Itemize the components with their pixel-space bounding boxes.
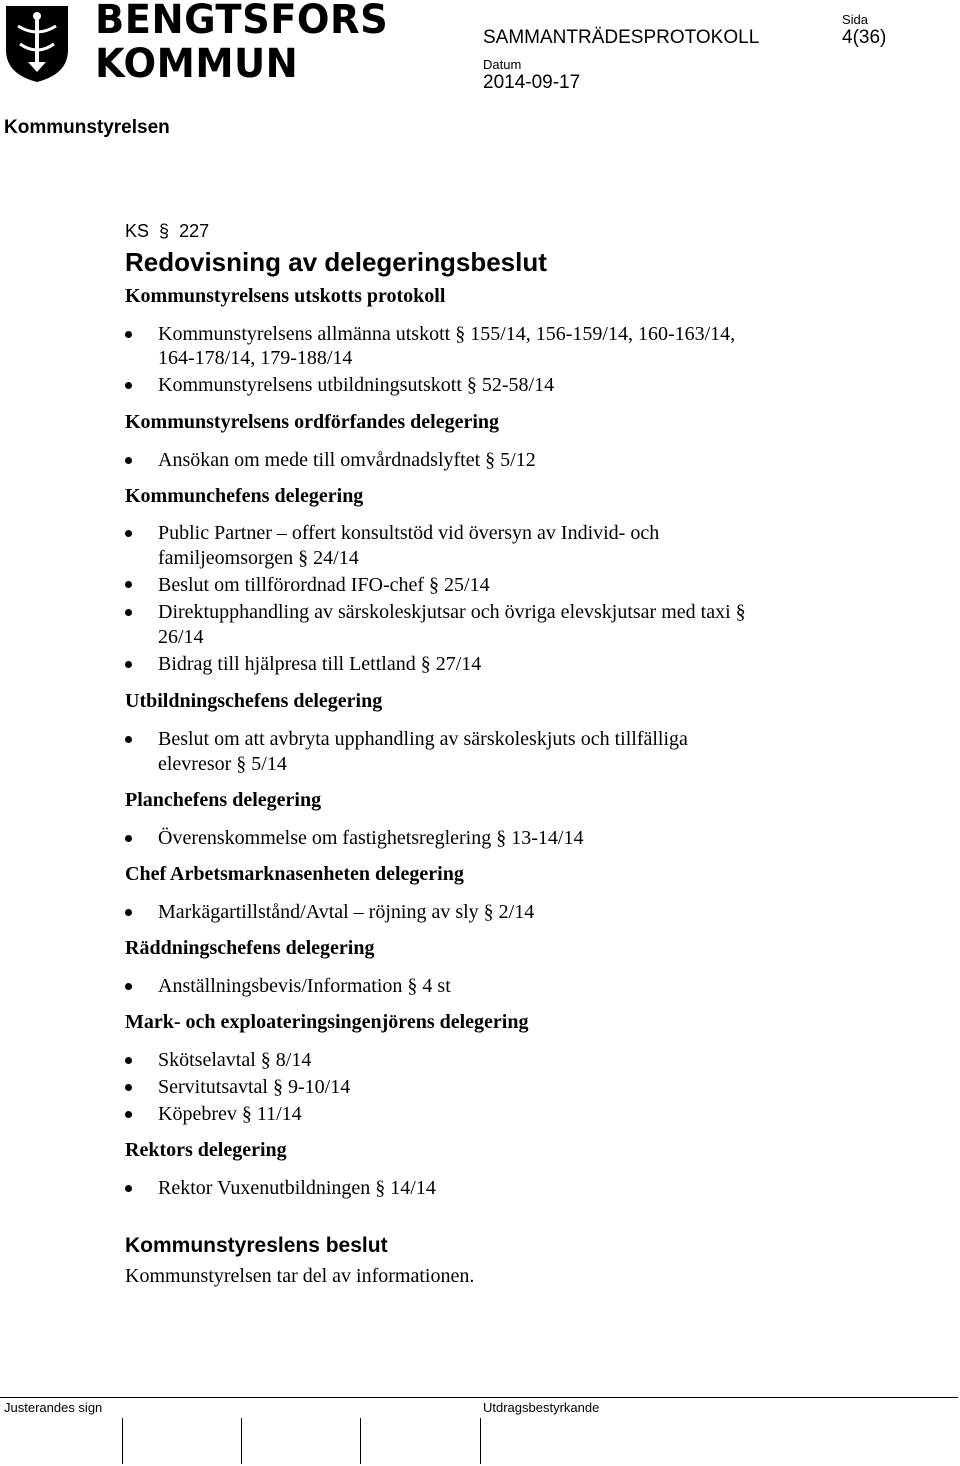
section-heading: Kommunstyrelsens ordförfandes delegering: [125, 411, 500, 433]
signature-box-divider: [122, 1418, 123, 1464]
list-item: Direktupphandling av särskoleskjutsar och övriga elevskjutsar med taxi §: [158, 601, 746, 623]
bullet-icon: [125, 530, 132, 537]
bullet-icon: [125, 1185, 132, 1192]
paragraph-prefix: KS: [125, 221, 150, 241]
municipal-coat-of-arms-logo: [4, 4, 70, 84]
bullet-icon: [125, 736, 132, 743]
list-item: Kommunstyrelsens utbildningsutskott § 52-58/14: [158, 374, 555, 396]
bullet-icon: [125, 382, 132, 389]
decision-heading: Kommunstyreslens beslut: [125, 1234, 388, 1257]
document-type: SAMMANTRÄDESPROTOKOLL: [483, 27, 760, 48]
section-heading: Kommunchefens delegering: [125, 485, 364, 507]
section-heading: Mark- och exploateringsingenjörens delegering: [125, 1011, 529, 1033]
section-sign: §: [154, 221, 175, 241]
bullet-icon: [125, 331, 132, 338]
section-heading: Rektors delegering: [125, 1139, 287, 1161]
page-number: 4(36): [842, 27, 887, 48]
list-item: Public Partner – offert konsultstöd vid översyn av Individ- och: [158, 522, 660, 544]
list-item: Markägartillstånd/Avtal – röjning av sly § 2/14: [158, 901, 535, 923]
list-item: Överenskommelse om fastighetsreglering § 13-14/14: [158, 827, 584, 849]
list-item: Anställningsbevis/Information § 4 st: [158, 975, 451, 997]
list-item: Beslut om tillförordnad IFO-chef § 25/14: [158, 574, 490, 596]
municipality-name-line-1: BENGTSFORS: [95, 0, 389, 43]
list-item: Bidrag till hjälpresa till Lettland § 27/14: [158, 653, 482, 675]
extract-certification-label: Utdragsbestyrkande: [483, 1400, 600, 1415]
list-item: Rektor Vuxenutbildningen § 14/14: [158, 1177, 436, 1199]
signature-box-divider: [360, 1418, 361, 1464]
bullet-icon: [125, 1057, 132, 1064]
list-item: Skötselavtal § 8/14: [158, 1049, 312, 1071]
bullet-icon: [125, 835, 132, 842]
municipality-name-line-2: KOMMUN: [95, 41, 299, 87]
bullet-icon: [125, 661, 132, 668]
list-item: Kommunstyrelsens allmänna utskott § 155/14, 156-159/14, 160-163/14,: [158, 323, 736, 345]
section-heading: Räddningschefens delegering: [125, 937, 375, 959]
meeting-date: 2014-09-17: [483, 72, 581, 93]
page-title: Redovisning av delegeringsbeslut: [125, 247, 547, 277]
section-heading: Chef Arbetsmarknasenheten delegering: [125, 863, 464, 885]
list-item-continued: 164-178/14, 179-188/14: [158, 347, 353, 369]
signature-label: Justerandes sign: [4, 1400, 103, 1415]
bullet-icon: [125, 609, 132, 616]
bullet-icon: [125, 457, 132, 464]
date-label: Datum: [483, 57, 522, 72]
list-item: Beslut om att avbryta upphandling av särskoleskjuts och tillfälliga: [158, 728, 688, 750]
list-item-continued: 26/14: [158, 626, 204, 648]
paragraph-number: [125, 221, 209, 242]
page-label: Sida: [842, 12, 869, 27]
organ-name: Kommunstyrelsen: [4, 117, 170, 138]
footer-divider: [0, 1397, 958, 1398]
section-heading: Planchefens delegering: [125, 789, 322, 811]
section-heading: Kommunstyrelsens utskotts protokoll: [125, 285, 446, 307]
bullet-icon: [125, 581, 132, 588]
section-heading: Utbildningschefens delegering: [125, 690, 383, 712]
signature-box-divider: [241, 1418, 242, 1464]
list-item: Ansökan om mede till omvårdnadslyftet § 5/12: [158, 449, 536, 471]
list-item: Köpebrev § 11/14: [158, 1103, 302, 1125]
decision-text: Kommunstyrelsen tar del av informationen.: [125, 1265, 475, 1287]
bullet-icon: [125, 1111, 132, 1118]
list-item-continued: familjeomsorgen § 24/14: [158, 547, 359, 569]
bullet-icon: [125, 983, 132, 990]
list-item: Servitutsavtal § 9-10/14: [158, 1076, 351, 1098]
signature-box-divider: [480, 1418, 481, 1464]
bullet-icon: [125, 909, 132, 916]
list-item-continued: elevresor § 5/14: [158, 753, 287, 775]
bullet-icon: [125, 1084, 132, 1091]
paragraph-value: 227: [179, 221, 210, 241]
